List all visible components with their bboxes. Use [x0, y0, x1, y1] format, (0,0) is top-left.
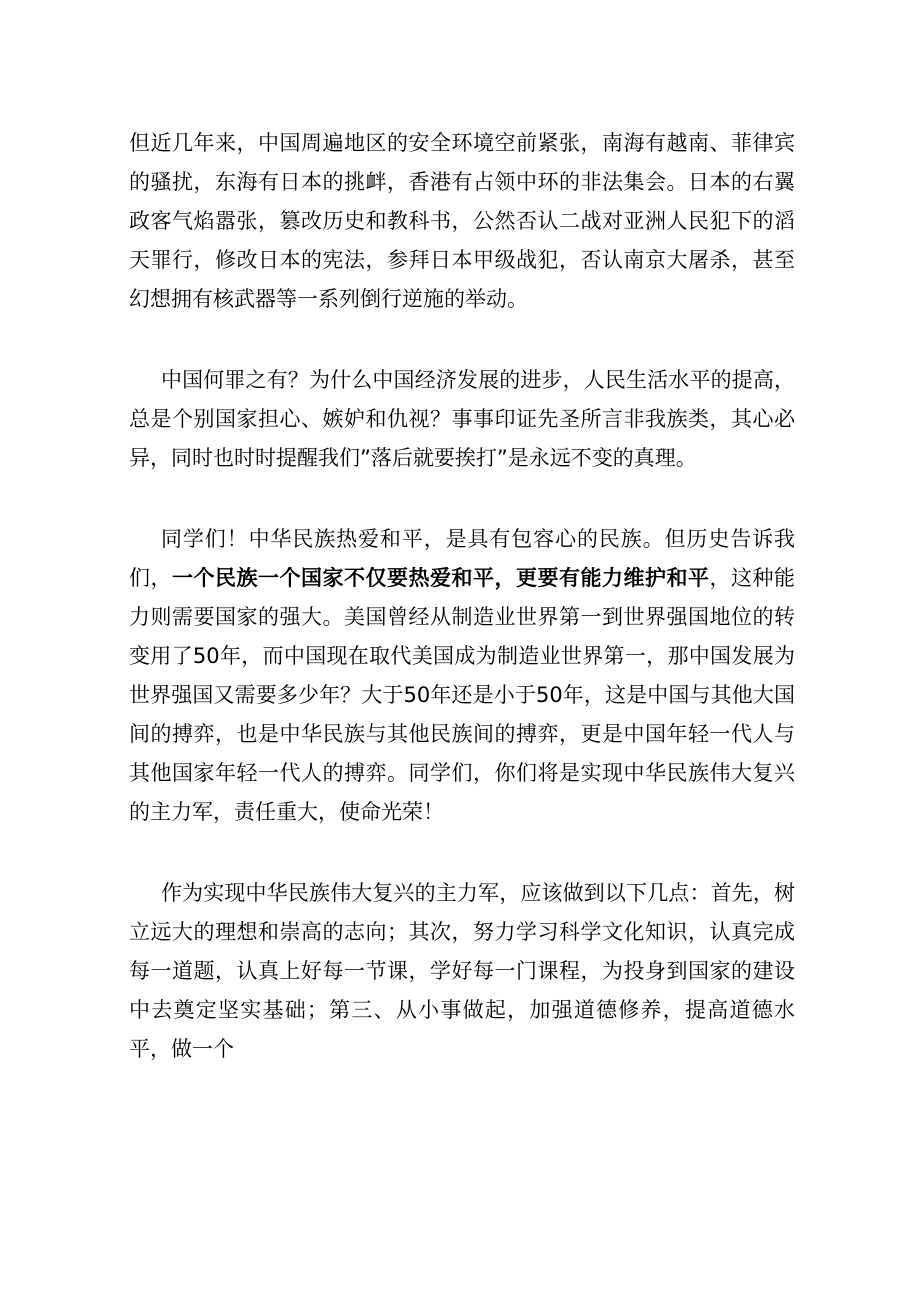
paragraph-3-bold-statement: 一个民族一个国家不仅要热爱和平，更要有能力维护和平	[172, 566, 710, 590]
paragraph-3	[129, 520, 795, 832]
paragraph-3-lead: 同学们！中华民族热爱和平，是具有包容心的民族。但历史告诉我们，	[129, 527, 795, 590]
paragraph-3-rest: ，这种能力则需要国家的强大。美国曾经从制造业世界第一到世界强国地位的转变用了50年，而中国现在取代美国成为制造业世界第一，那中国发展为世界强国又需要多少年？大于50年还是小于50年，这是中国与其他大国间的搏弈，也是中华民族与其他民族间的搏弈，更是中国年轻一代人与其他国家年轻一代人的搏弈。同学们，你们将是实现中华民族伟大复兴的主力军，责任重大，使命光荣！	[129, 566, 795, 824]
paragraph-4: 作为实现中华民族伟大复兴的主力军，应该做到以下几点：首先，树立远大的理想和崇高的志向；其次，努力学习科学文化知识，认真完成每一道题，认真上好每一节课，学好每一门课程，为投身到国家的建设中去奠定坚实基础；第三、从小事做起，加强道德修养，提高道德水平，做一个	[129, 881, 795, 1061]
paragraph-1: 但近几年来，中国周遍地区的安全环境空前紧张，南海有越南、菲律宾的骚扰，东海有日本的挑衅，香港有占领中环的非法集会。日本的右翼政客气焰嚣张，篡改历史和教科书，公然否认二战对亚洲人民犯下的滔天罪行，修改日本的宪法，参拜日本甲级战犯，否认南京大屠杀，甚至幻想拥有核武器等一系列倒行逆施的举动。	[129, 131, 795, 311]
document-body	[129, 124, 795, 1111]
paragraph-2: 中国何罪之有？为什么中国经济发展的进步，人民生活水平的提高，总是个别国家担心、嫉妒和仇视？事事印证先圣所言非我族类，其心必异，同时也时时提醒我们”落后就要挨打”是永远不变的真理。	[129, 368, 795, 470]
